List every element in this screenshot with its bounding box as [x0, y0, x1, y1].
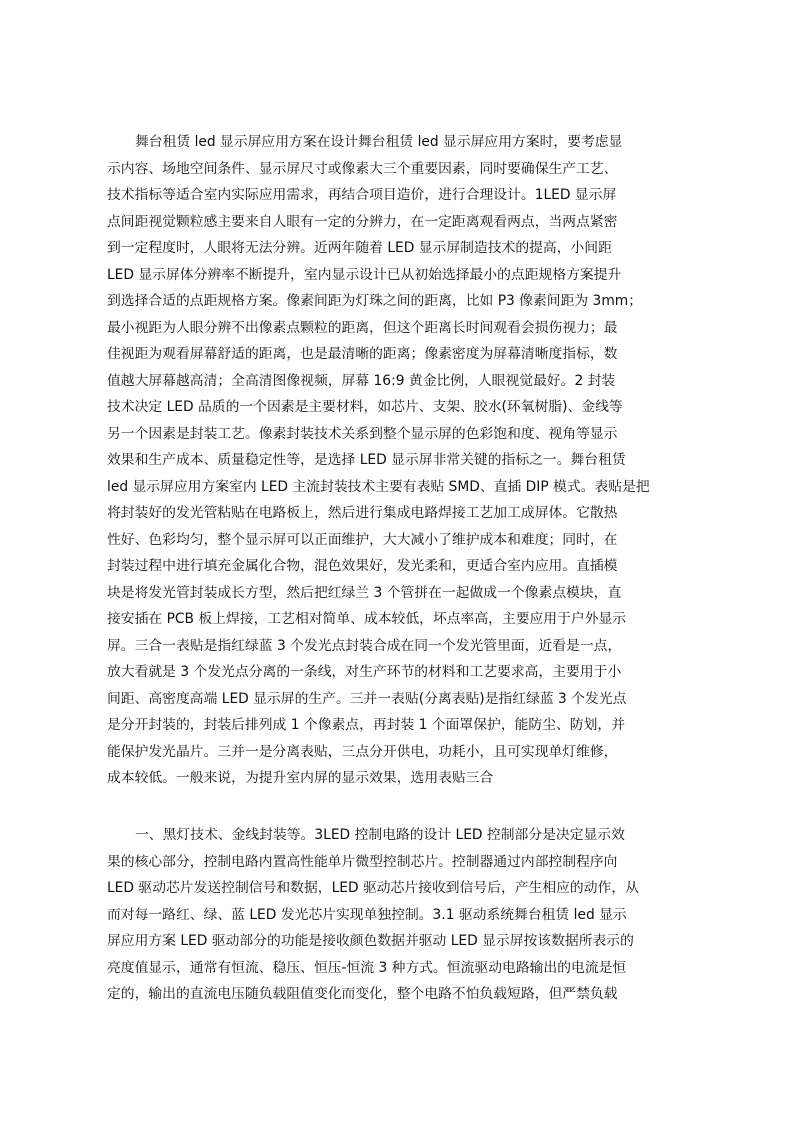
text-line: led 显示屏应用方案室内 LED 主流封装技术主要有表贴 SMD、直插 DIP 模式。表贴是把 [107, 478, 650, 495]
text-line: 最小视距为人眼分辨不出像素点颗粒的距离，但这个距离长时间观看会损伤视力；最 [107, 319, 618, 336]
text-line: 屏。三合一表贴是指红绿蓝 3 个发光点封装合成在同一个发光管里面，近看是一点， [107, 637, 622, 654]
text-line: 佳视距为观看屏幕舒适的距离，也是最清晰的距离；像素密度为屏幕清晰度指标，数 [107, 346, 618, 362]
text-line: 而对每一路红、绿、蓝 LED 发光芯片实现单独控制。3.1 驱动系统舞台租赁 led 显示 [107, 906, 627, 923]
text-line: 是分开封装的，封装后排列成 1 个像素点，再封装 1 个面罩保护，能防尘、防划，并 [107, 717, 625, 733]
text-line: 另一个因素是封装工艺。像素封装技术关系到整个显示屏的色彩饱和度、视角等显示 [107, 425, 618, 442]
text-line: 接安插在 PCB 板上焊接，工艺相对简单、成本较低，坏点率高，主要应用于户外显示 [107, 611, 627, 627]
text-line: 效果和生产成本、质量稳定性等，是选择 LED 显示屏非常关键的指标之一。舞台租赁 [107, 452, 626, 468]
text-line: 技术决定 LED 品质的一个因素是主要材料，如芯片、支架、胶水(环氧树脂)、金线等 [107, 399, 623, 415]
paragraph-1 [107, 129, 699, 792]
text-line: 示内容、场地空间条件、显示屏尺寸或像素大三个重要因素，同时要确保生产工艺、 [107, 160, 618, 177]
text-line: 到一定程度时，人眼将无法分辨。近两年随着 LED 显示屏制造技术的提高，小间距 [107, 240, 612, 256]
text-line: 间距、高密度高端 LED 显示屏的生产。三并一表贴(分离表贴)是指红绿蓝 3 个发光点 [107, 690, 627, 707]
text-line: 舞台租赁 led 显示屏应用方案在设计舞台租赁 led 显示屏应用方案时，要考虑显 [135, 134, 623, 150]
text-line: 成本较低。一般来说，为提升室内屏的显示效果，选用表贴三合 [107, 770, 494, 786]
text-line: LED 显示屏体分辨率不断提升，室内显示设计已从初始选择最小的点距规格方案提升 [107, 266, 622, 283]
text-line: 封装过程中进行填充金属化合物，混色效果好，发光柔和，更适合室内应用。直插模 [107, 558, 618, 574]
text-line: 放大看就是 3 个发光点分离的一条线，对生产环节的材料和工艺要求高，主要用于小 [107, 664, 622, 680]
text-line: 能保护发光晶片。三并一是分离表贴，三点分开供电，功耗小，且可实现单灯维修， [107, 743, 618, 760]
text-line: 到选择合适的点距规格方案。像素间距为灯珠之间的距离，比如 P3 像素间距为 3mm； [107, 293, 643, 309]
text-line: 定的，输出的直流电压随负载阻值变化而变化，整个电路不怕负载短路，但严禁负载 [107, 986, 618, 1002]
text-line: 块是将发光管封装成长方型，然后把红绿兰 3 个管拼在一起做成一个像素点模块，直 [107, 584, 622, 601]
text-line: 一、黑灯技术、金线封装等。3LED 控制电路的设计 LED 控制部分是决定显示效 [135, 827, 625, 843]
text-line: 性好、色彩均匀，整个显示屏可以正面维护，大大减小了维护成本和难度；同时，在 [107, 531, 618, 548]
text-line: 屏应用方案 LED 驱动部分的功能是接收颜色数据并驱动 LED 显示屏按该数据所表示的 [107, 933, 634, 949]
text-line: 点间距视觉颗粒感主要来自人眼有一定的分辨力，在一定距离观看两点，当两点紧密 [107, 213, 618, 230]
text-line: 亮度值显示，通常有恒流、稳压、恒压-恒流 3 种方式。恒流驱动电路输出的电流是恒 [107, 959, 627, 976]
paragraph-2 [107, 822, 699, 1008]
text-line: LED 驱动芯片发送控制信号和数据，LED 驱动芯片接收到信号后，产生相应的动作，从 [107, 880, 639, 896]
text-line: 技术指标等适合室内实际应用需求，再结合项目造价，进行合理设计。1LED 显示屏 [107, 187, 617, 203]
text-line: 果的核心部分，控制电路内置高性能单片微型控制芯片。控制器通过内部控制程序向 [107, 853, 618, 870]
text-line: 将封装好的发光管粘贴在电路板上，然后进行集成电路焊接工艺加工成屏体。它散热 [107, 505, 618, 521]
text-line: 值越大屏幕越高清；全高清图像视频，屏幕 16:9 黄金比例，人眼视觉最好。2 封装 [107, 372, 616, 389]
